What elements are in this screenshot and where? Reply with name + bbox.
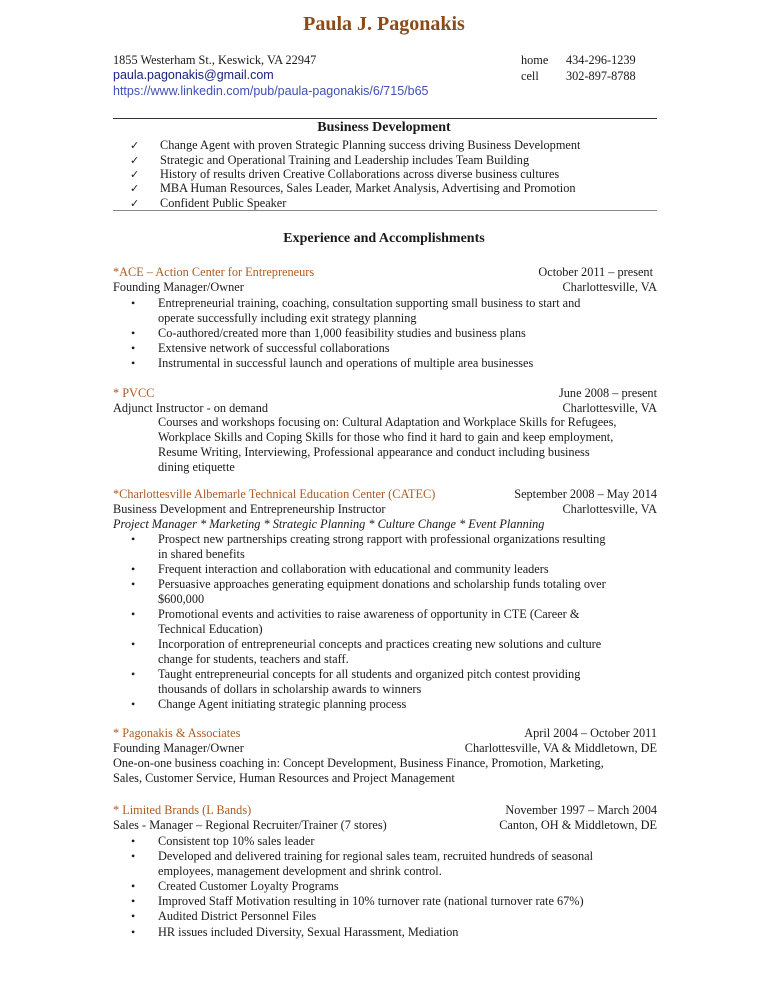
job-title: Founding Manager/Owner [113, 741, 244, 755]
job-subtitle: Project Manager * Marketing * Strategic Planning * Culture Change * Event Planning [113, 517, 545, 531]
job-title: Business Development and Entrepreneurship Instructor [113, 502, 386, 516]
job-location: Charlottesville, VA [562, 280, 657, 294]
home-phone: 434-296-1239 [566, 53, 636, 67]
job-bullet: Created Customer Loyalty Programs [158, 879, 339, 893]
bullet-icon: • [131, 326, 136, 340]
job-org: *Charlottesville Albemarle Technical Education Center (CATEC) [113, 487, 436, 501]
job-title-row [113, 818, 657, 833]
skill-item: History of results driven Creative Collaborations across diverse business cultures [160, 167, 560, 181]
job-dates: September 2008 – May 2014 [514, 487, 657, 501]
job-title-row [113, 741, 657, 756]
bullet-icon: • [131, 341, 136, 355]
bullet-icon: • [131, 296, 136, 310]
job-subtitle-row [113, 517, 657, 532]
bullet-icon: • [131, 532, 136, 546]
bullet-icon: • [131, 667, 136, 681]
section-divider [113, 210, 657, 211]
home-phone-label: home [521, 53, 549, 67]
resume-name: Paula J. Pagonakis [303, 13, 465, 35]
job-bullet: Prospect new partnerships creating strong rapport with professional organizations resulting [158, 532, 606, 546]
job-location: Charlottesville, VA [562, 502, 657, 516]
check-icon: ✓ [130, 183, 140, 195]
header-divider [113, 118, 657, 119]
linkedin-link[interactable]: https://www.linkedin.com/pub/paula-pagonakis/6/715/b65 [113, 84, 429, 98]
skill-item: Confident Public Speaker [160, 196, 287, 210]
job-bullet: Taught entrepreneurial concepts for all students and organized pitch contest providing [158, 667, 581, 681]
job-bullet: Developed and delivered training for regional sales team, recruited hundreds of seasonal [158, 849, 594, 863]
job-org: * Pagonakis & Associates [113, 726, 241, 740]
job-bullet: Consistent top 10% sales leader [158, 834, 315, 848]
job-bullet-cont: in shared benefits [158, 547, 245, 561]
job-bullet: Audited District Personnel Files [158, 909, 317, 923]
bullet-icon: • [131, 834, 136, 848]
job-description-row [113, 756, 657, 771]
job-title-row [113, 502, 657, 517]
job-header [113, 386, 657, 401]
job-title-row [113, 280, 657, 295]
job-bullet-cont: operate successfully including exit strategy planning [158, 311, 417, 325]
job-dates: November 1997 – March 2004 [505, 803, 657, 817]
job-bullet: Frequent interaction and collaboration with educational and community leaders [158, 562, 549, 576]
job-title: Founding Manager/Owner [113, 280, 244, 294]
email-link[interactable]: paula.pagonakis@gmail.com [113, 68, 274, 82]
cell-phone: 302-897-8788 [566, 69, 636, 83]
bullet-icon: • [131, 909, 136, 923]
address: 1855 Westerham St., Keswick, VA 22947 [113, 53, 317, 67]
job-title-row [113, 401, 657, 416]
check-icon: ✓ [130, 198, 140, 210]
bullet-icon: • [131, 637, 136, 651]
check-icon: ✓ [130, 155, 140, 167]
job-bullet-cont: Technical Education) [158, 622, 263, 636]
job-description: dining etiquette [158, 460, 235, 474]
job-bullet-cont: employees, management development and shrink control. [158, 864, 442, 878]
job-org: *ACE – Action Center for Entrepreneurs [113, 265, 315, 279]
job-bullet: Improved Staff Motivation resulting in 10% turnover rate (national turnover rate 67%) [158, 894, 584, 908]
job-description-row [113, 771, 657, 786]
job-dates: June 2008 – present [558, 386, 657, 400]
skill-item: Change Agent with proven Strategic Planning success driving Business Development [160, 138, 581, 152]
job-header [113, 487, 657, 502]
skill-item: MBA Human Resources, Sales Leader, Market Analysis, Advertising and Promotion [160, 181, 576, 195]
check-icon: ✓ [130, 140, 140, 152]
job-bullet: Co-authored/created more than 1,000 feasibility studies and business plans [158, 326, 526, 340]
job-dates: April 2004 – October 2011 [524, 726, 657, 740]
job-bullet: Entrepreneurial training, coaching, consultation supporting small business to start and [158, 296, 581, 310]
job-header [113, 265, 657, 280]
job-bullet-cont: thousands of dollars in scholarship awards to winners [158, 682, 422, 696]
job-location: Charlottesville, VA [562, 401, 657, 415]
job-org: * Limited Brands (L Bands) [113, 803, 252, 817]
bullet-icon: • [131, 356, 136, 370]
job-header [113, 726, 657, 741]
job-description: Resume Writing, Interviewing, Professional appearance and conduct including business [158, 445, 590, 459]
bullet-icon: • [131, 925, 136, 939]
bullet-icon: • [131, 879, 136, 893]
business-development-heading: Business Development [317, 120, 451, 135]
job-description: One-on-one business coaching in: Concept Development, Business Finance, Promotion, Marketing, [113, 756, 604, 770]
bullet-icon: • [131, 562, 136, 576]
job-bullet: Promotional events and activities to raise awareness of opportunity in CTE (Career & [158, 607, 580, 621]
job-location: Charlottesville, VA & Middletown, DE [464, 741, 657, 755]
bullet-icon: • [131, 697, 136, 711]
job-org: * PVCC [113, 386, 155, 400]
bullet-icon: • [131, 577, 136, 591]
job-description: Sales, Customer Service, Human Resources and Project Management [113, 771, 455, 785]
job-description: Courses and workshops focusing on: Cultural Adaptation and Workplace Skills for Refugees, [158, 415, 617, 429]
skill-item: Strategic and Operational Training and Leadership includes Team Building [160, 153, 530, 167]
job-bullet: Extensive network of successful collaborations [158, 341, 390, 355]
job-bullet: Change Agent initiating strategic planning process [158, 697, 407, 711]
job-title: Adjunct Instructor - on demand [113, 401, 269, 415]
job-dates: October 2011 – present [538, 265, 653, 279]
job-bullet: Incorporation of entrepreneurial concepts and practices creating new solutions and culture [158, 637, 602, 651]
bullet-icon: • [131, 607, 136, 621]
job-bullet-cont: $600,000 [158, 592, 205, 606]
job-bullet-cont: change for students, teachers and staff. [158, 652, 349, 666]
experience-heading: Experience and Accomplishments [283, 231, 485, 246]
job-bullet: HR issues included Diversity, Sexual Harassment, Mediation [158, 925, 459, 939]
cell-phone-label: cell [521, 69, 539, 83]
job-header [113, 803, 657, 818]
job-title: Sales - Manager – Regional Recruiter/Trainer (7 stores) [113, 818, 387, 832]
job-bullet: Instrumental in successful launch and operations of multiple area businesses [158, 356, 534, 370]
job-bullet: Persuasive approaches generating equipment donations and scholarship funds totaling over [158, 577, 606, 591]
bullet-icon: • [131, 849, 136, 863]
check-icon: ✓ [130, 169, 140, 181]
bullet-icon: • [131, 894, 136, 908]
job-description: Workplace Skills and Coping Skills for those who find it hard to gain and keep employment, [158, 430, 614, 444]
job-location: Canton, OH & Middletown, DE [499, 818, 657, 832]
